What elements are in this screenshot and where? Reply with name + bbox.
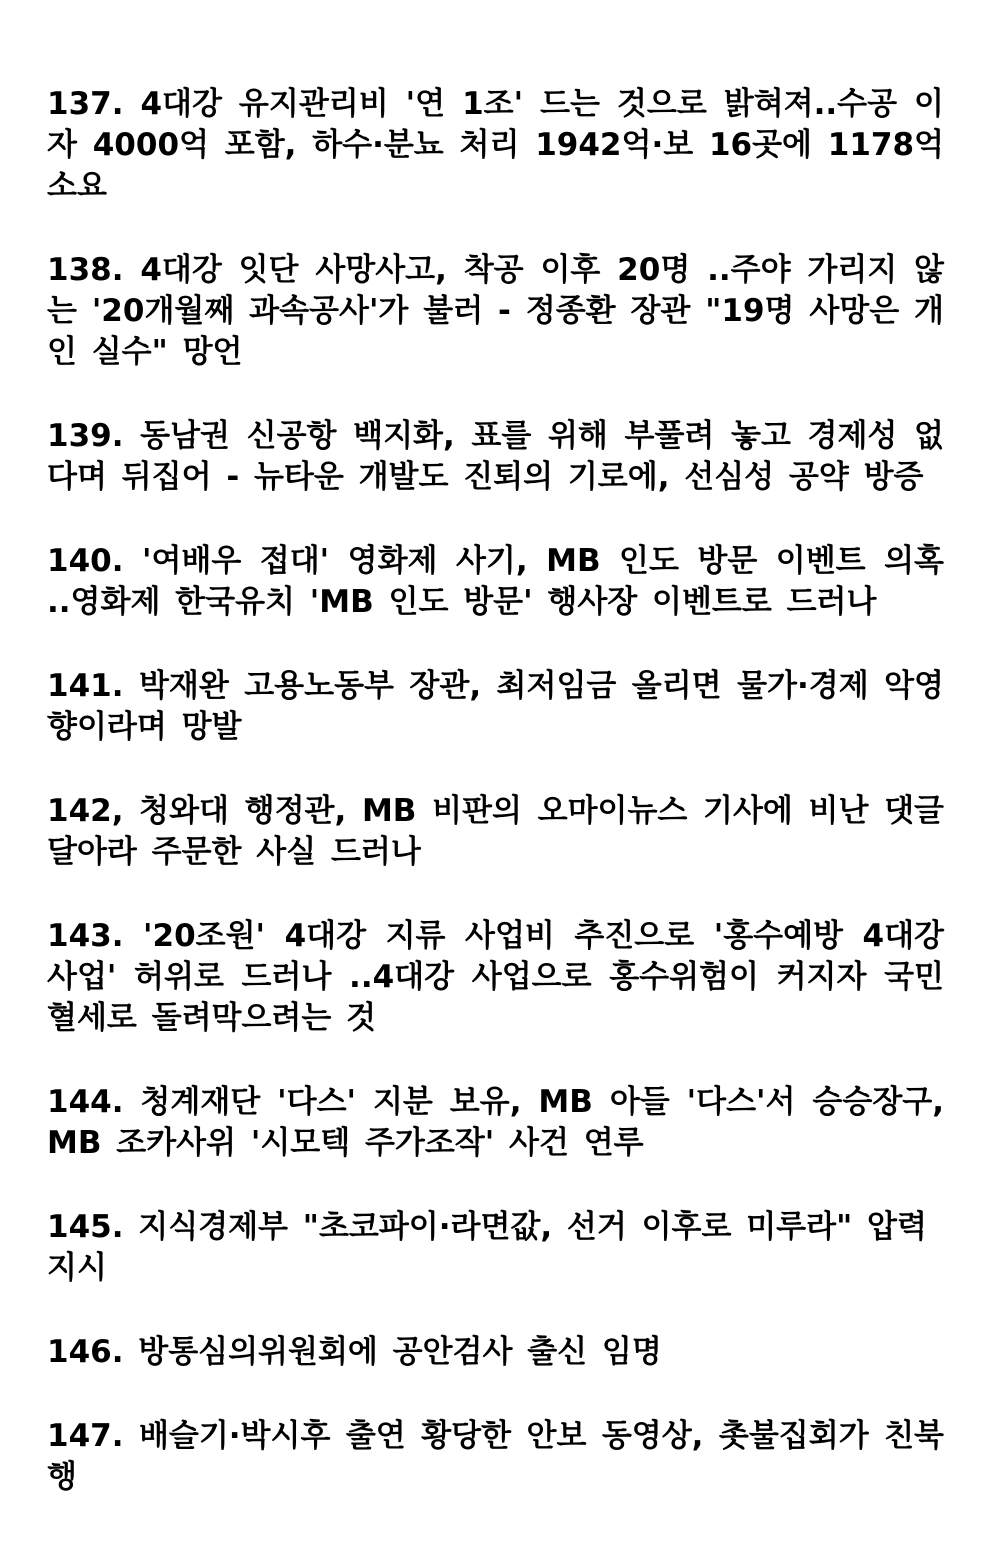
list-item-141: 141. 박재완 고용노동부 장관, 최저임금 올리면 물가·경제 악영향이라며 망발	[47, 668, 944, 745]
list-item-144: 144. 청계재단 '다스' 지분 보유, MB 아들 '다스'서 승승장구, MB 조카사위 '시모텍 주가조작' 사건 연루	[47, 1084, 944, 1161]
list-item-137: 137. 4대강 유지관리비 '연 1조' 드는 것으로 밝혀져..수공 이자 4000억 포함, 하수·분뇨 처리 1942억·보 16곳에 1178억 소요	[47, 86, 944, 204]
list-item-140: 140. '여배우 접대' 영화제 사기, MB 인도 방문 이벤트 의혹 ..영화제 한국유치 'MB 인도 방문' 행사장 이벤트로 드러나	[47, 543, 944, 620]
list-item-139: 139. 동남권 신공항 백지화, 표를 위해 부풀려 놓고 경제성 없다며 뒤집어 - 뉴타운 개발도 진퇴의 기로에, 선심성 공약 방증	[47, 418, 944, 495]
list-item-138: 138. 4대강 잇단 사망사고, 착공 이후 20명 ..주야 가리지 않는 '20개월째 과속공사'가 불러 - 정종환 장관 "19명 사망은 개인 실수" 망언	[47, 252, 944, 370]
list-item-146: 146. 방통심의위원회에 공안검사 출신 임명	[47, 1334, 662, 1370]
list-item-143: 143. '20조원' 4대강 지류 사업비 추진으로 '홍수예방 4대강 사업' 허위로 드러나 ..4대강 사업으로 홍수위험이 커지자 국민 혈세로 돌려막으려는 것	[47, 918, 944, 1036]
list-item-142: 142, 청와대 행정관, MB 비판의 오마이뉴스 기사에 비난 댓글 달아라 주문한 사실 드러나	[47, 793, 944, 870]
list-item-147: 147. 배슬기·박시후 출연 황당한 안보 동영상, 촛불집회가 친북 행	[47, 1418, 944, 1495]
numbered-list	[47, 84, 944, 1541]
list-item-145: 145. 지식경제부 "초코파이·라면값, 선거 이후로 미루라" 압력지시	[47, 1209, 927, 1286]
